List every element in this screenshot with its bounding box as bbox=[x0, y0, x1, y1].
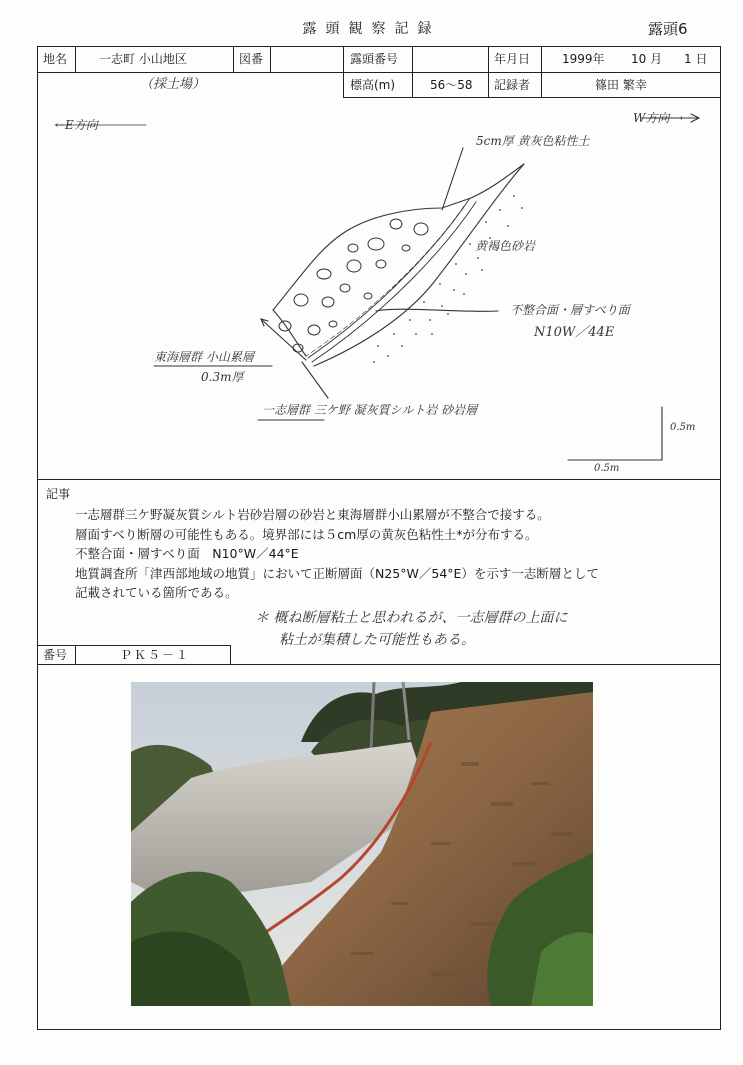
date-month: 10 月 bbox=[631, 52, 663, 66]
date-day: 1 日 bbox=[684, 52, 708, 66]
map-label: 図番 bbox=[239, 52, 264, 66]
clay-leader bbox=[442, 148, 463, 210]
notes-body bbox=[75, 505, 599, 603]
fault-attitude: N10W／44E bbox=[534, 325, 615, 340]
ishi-label: 一志層群 三ケ野 凝灰質シルト岩 砂岩層 bbox=[262, 403, 478, 417]
elevation-value: 56～58 bbox=[430, 78, 473, 92]
ishi-leader bbox=[302, 362, 328, 398]
info-divider bbox=[488, 46, 489, 97]
recorder-label: 記録者 bbox=[494, 78, 531, 92]
photo-number-value: ＰＫ５－１ bbox=[120, 648, 191, 662]
info-divider bbox=[37, 72, 343, 73]
info-divider bbox=[270, 46, 271, 72]
notes-line: 一志層群三ケ野凝灰質シルト岩砂岩層の砂岩と東海層群小山累層が不整合で接する。 bbox=[75, 507, 550, 522]
notes-line: 層面すべり断層の可能性もある。境界部には５cm厚の黄灰色粘性土*が分布する。 bbox=[75, 526, 538, 542]
info-divider bbox=[233, 46, 234, 72]
location-value: 一志町 小山地区 bbox=[99, 52, 187, 66]
fault-leader bbox=[376, 309, 498, 311]
elevation-label: 標高(m) bbox=[350, 78, 396, 92]
notes-line: 不整合面・層すべり面 N10°W／44°E bbox=[75, 546, 299, 561]
outcrop-photo bbox=[131, 682, 593, 1006]
outcrop-id-label: 露頭番号 bbox=[350, 52, 399, 66]
clay-label: 5cm厚 黄灰色粘性土 bbox=[476, 134, 590, 148]
thickness-arrow bbox=[262, 320, 306, 360]
date-year: 1999年 bbox=[562, 52, 605, 66]
notes-line: 記載されている箇所である。 bbox=[75, 585, 238, 600]
handwritten-note-line: 粘土が集積した可能性もある。 bbox=[279, 632, 475, 648]
info-divider bbox=[75, 46, 76, 72]
photo-row-divider bbox=[75, 645, 76, 664]
notes-label: 記事 bbox=[46, 487, 71, 501]
info-divider bbox=[343, 72, 721, 73]
outcrop-number: 露頭6 bbox=[648, 20, 688, 38]
photo-number-label: 番号 bbox=[43, 648, 68, 662]
tokai-base bbox=[273, 310, 306, 356]
section-divider bbox=[37, 479, 721, 480]
photo-row-divider bbox=[230, 645, 231, 664]
info-divider bbox=[412, 46, 413, 97]
clay-layer-line bbox=[312, 202, 476, 362]
west-direction-label: W方向 → bbox=[633, 111, 684, 125]
clay-layer-line bbox=[308, 198, 470, 358]
handwritten-note-line: ＊ 概ね断層粘土と思われるが、一志層群の上面に bbox=[255, 610, 568, 626]
outcrop-sketch bbox=[38, 98, 720, 478]
location-note: （採土場） bbox=[140, 77, 206, 92]
sandstone-boundary bbox=[314, 164, 524, 366]
sandstone-stipple bbox=[373, 195, 523, 363]
location-label: 地名 bbox=[43, 52, 68, 66]
tokai-outline bbox=[273, 164, 524, 310]
fault-label: 不整合面・層すべり面 bbox=[510, 303, 630, 317]
photo-row-divider bbox=[37, 645, 230, 646]
tokai-thickness: 0.3m厚 bbox=[201, 370, 244, 384]
east-direction-label: ←E方向 bbox=[55, 118, 98, 132]
document-title: 露頭観察記録 bbox=[302, 21, 441, 37]
recorder-value: 篠田 繁幸 bbox=[595, 78, 647, 92]
clay-layer-line bbox=[306, 206, 464, 356]
photo-row-divider bbox=[37, 664, 721, 665]
sandstone-label: 黄褐色砂岩 bbox=[475, 239, 536, 253]
horizontal-scale-label: 0.5m bbox=[594, 463, 620, 474]
vertical-scale-label: 0.5m bbox=[670, 422, 696, 433]
handwritten-note bbox=[255, 607, 567, 651]
tokai-label: 東海層群 小山累層 bbox=[154, 350, 254, 364]
date-label: 年月日 bbox=[494, 52, 531, 66]
info-divider bbox=[541, 46, 542, 97]
notes-line: 地質調査所「津西部地域の地質」において正断層面（N25°W／54°E）を示す一志断層として bbox=[75, 565, 599, 581]
info-divider bbox=[343, 46, 344, 97]
